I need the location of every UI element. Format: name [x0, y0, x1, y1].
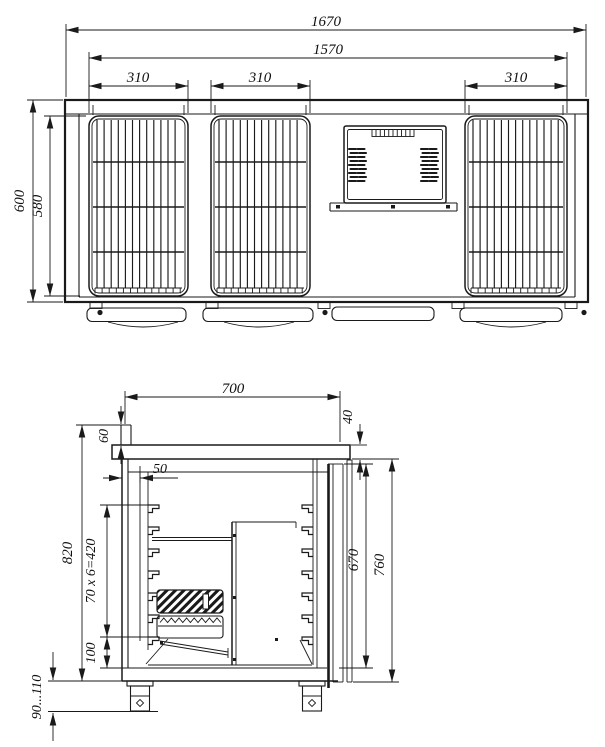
dim-door-width-2: 310: [248, 70, 272, 86]
dim-overall-width: 1670: [311, 14, 341, 30]
dim-front-height: 760: [372, 553, 388, 577]
evaporator: [157, 590, 223, 613]
hinge-pin: [581, 310, 586, 315]
dim-shelf-pitch: 70 x 6=420: [84, 538, 99, 604]
dim-legs-height: 90...110: [30, 674, 45, 720]
dim-body-height: 820: [60, 541, 76, 565]
dim-bottom-offset: 100: [84, 642, 99, 664]
dim-worktop-thickness: 40: [341, 410, 356, 424]
dim-back-wall-offset: 50: [153, 462, 167, 477]
dim-door-depth: 580: [30, 194, 46, 218]
hinge-pin: [322, 310, 327, 315]
dim-doors-span: 1570: [313, 42, 343, 58]
dim-overall-depth: 600: [12, 189, 28, 213]
dim-top-depth: 700: [221, 381, 245, 397]
hinge-pin: [97, 310, 102, 315]
dim-door-width-1: 310: [126, 70, 150, 86]
dim-upstand-height: 60: [97, 429, 112, 443]
dim-door-width-3: 310: [504, 70, 528, 86]
dim-door-height: 670: [346, 548, 362, 572]
